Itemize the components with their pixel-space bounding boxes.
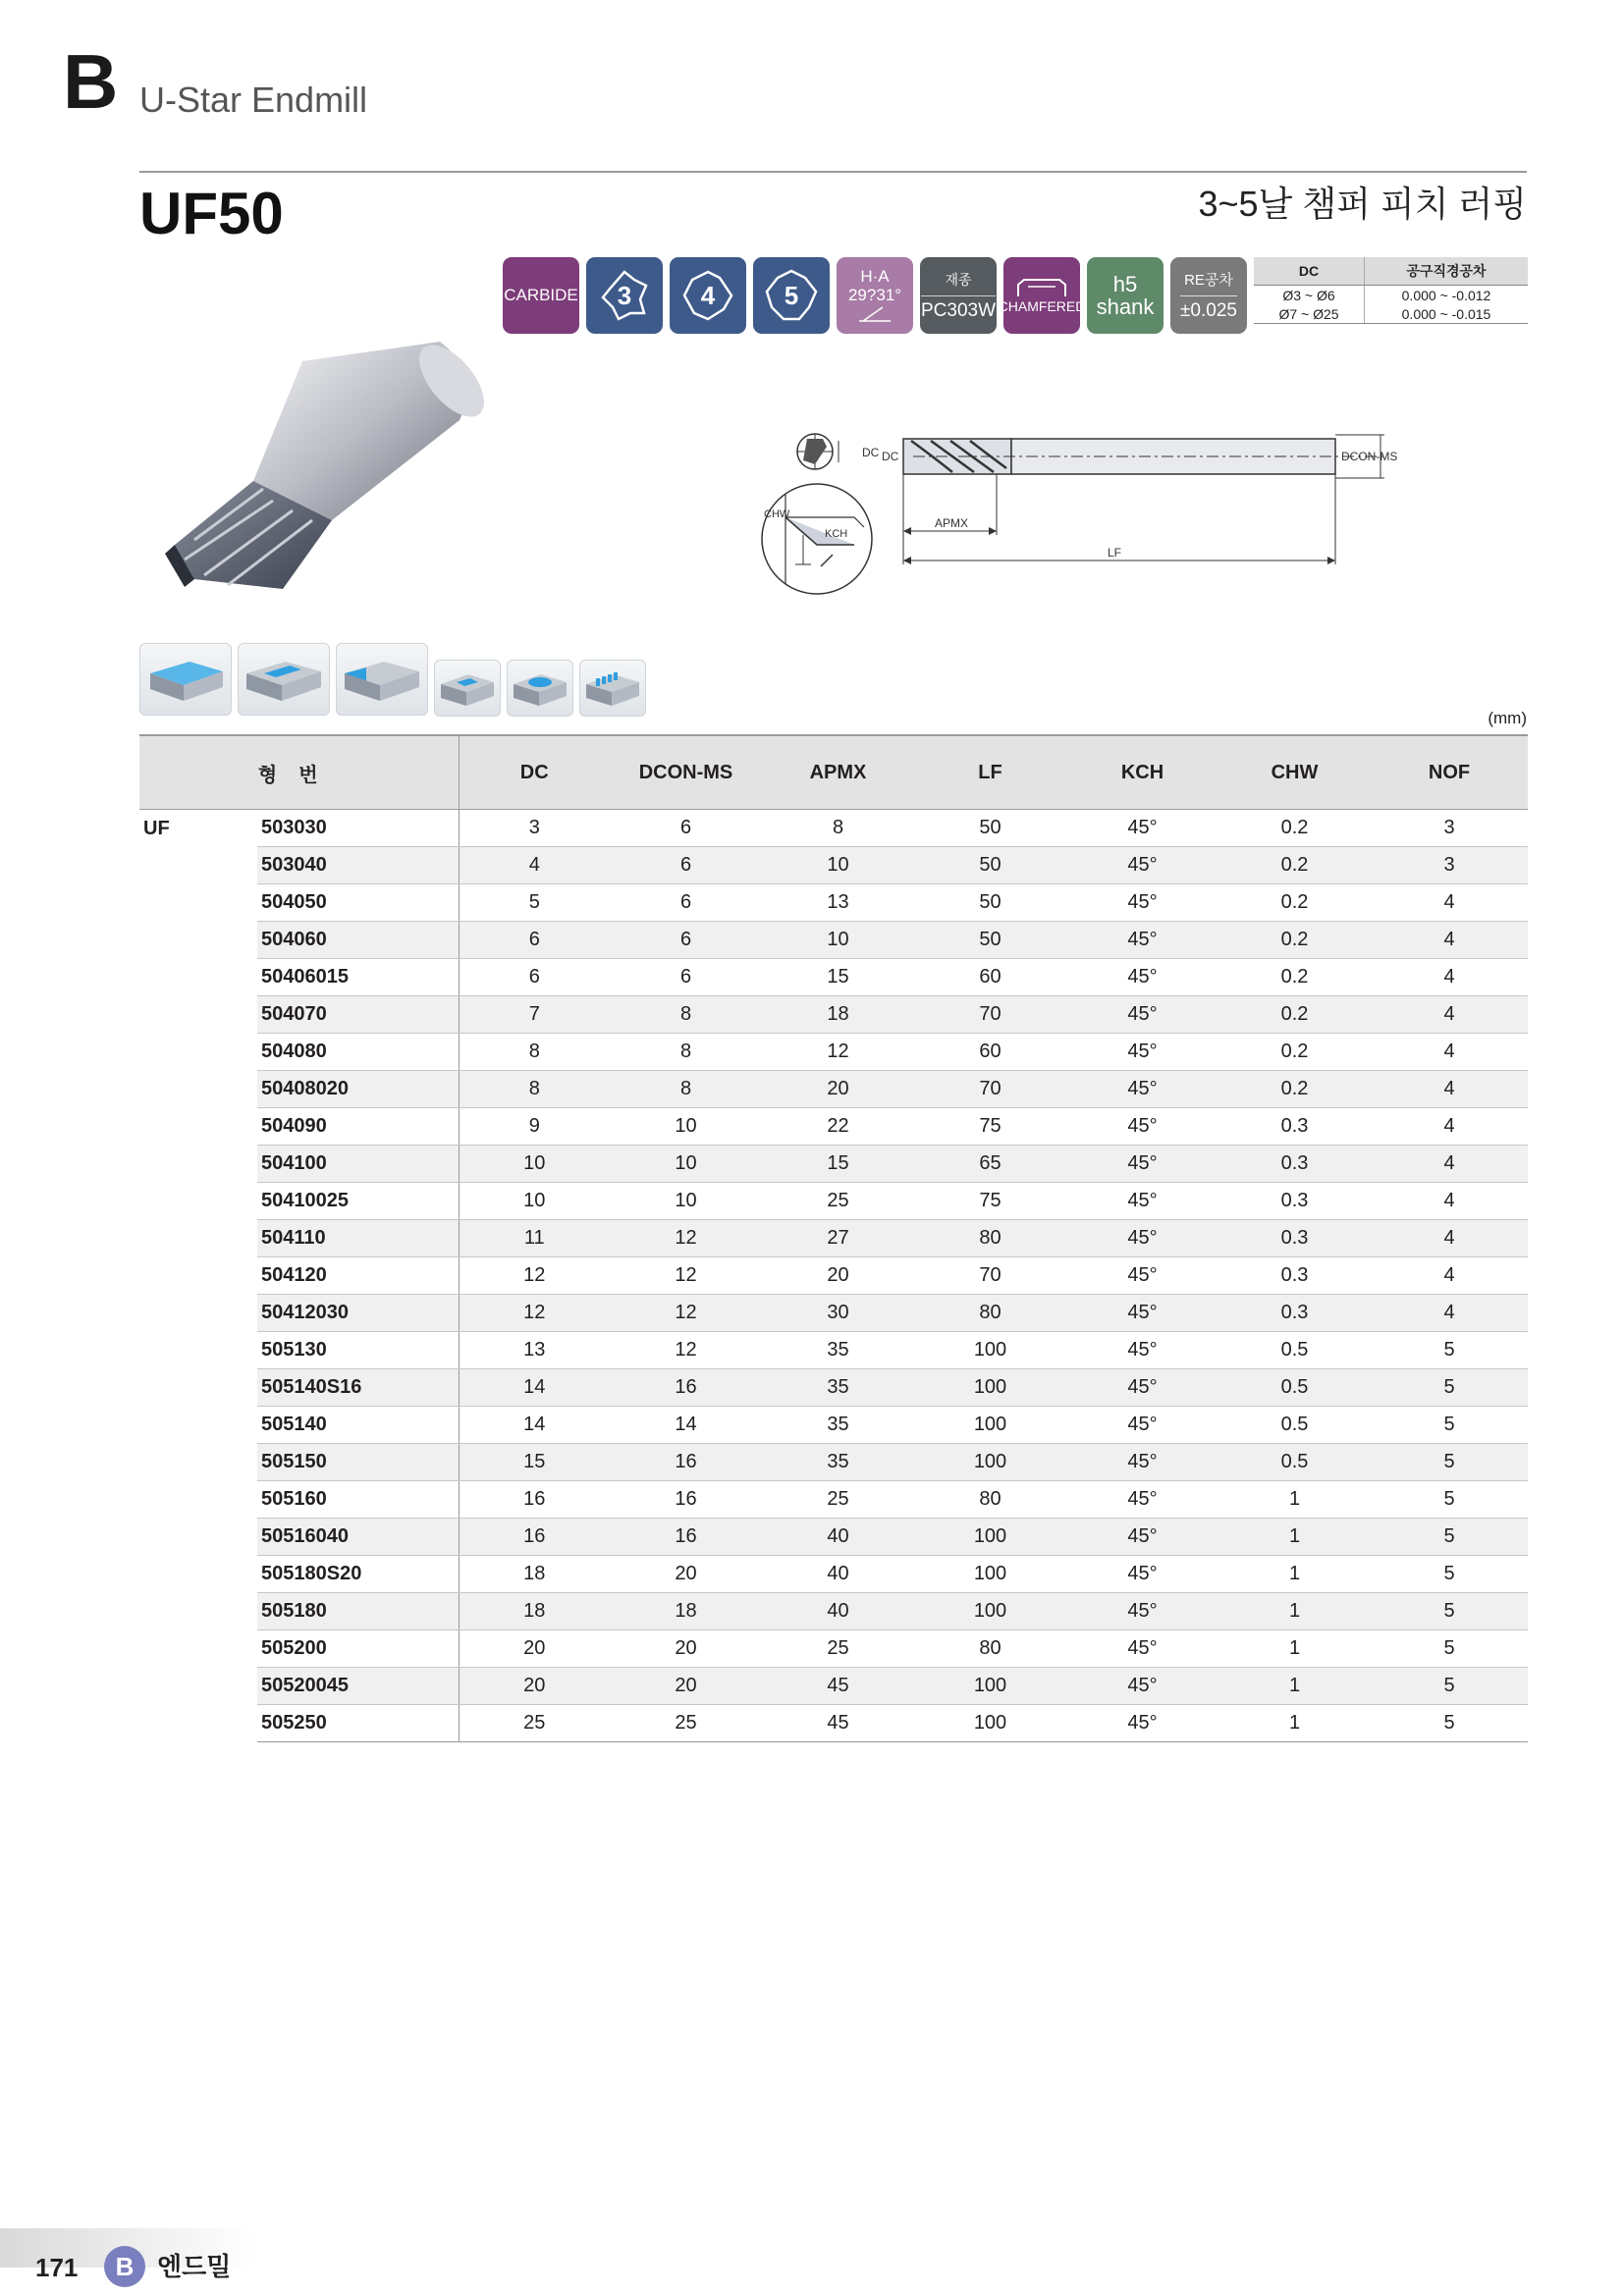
item-code: 504070: [257, 996, 459, 1034]
col-header-dc: DC: [459, 735, 610, 810]
table-cell: 45°: [1066, 1108, 1218, 1146]
item-code: 503030: [257, 810, 459, 847]
application-roughing-icon: [579, 660, 646, 717]
table-cell: 1: [1218, 1668, 1371, 1705]
table-cell: 45°: [1066, 1071, 1218, 1108]
table-row: [139, 1220, 1528, 1257]
table-cell: 20: [459, 1668, 610, 1705]
table-cell: 45°: [1066, 1183, 1218, 1220]
chamfer-icon: [1014, 277, 1069, 298]
table-cell: 15: [459, 1444, 610, 1481]
table-cell: 45°: [1066, 1407, 1218, 1444]
table-cell: 0.5: [1218, 1332, 1371, 1369]
table-cell: 6: [610, 847, 762, 884]
carbide-label: CARBIDE: [504, 286, 578, 304]
application-pocket-icon: [434, 660, 501, 717]
col-header-chw: CHW: [1218, 735, 1371, 810]
table-cell: 5: [1371, 1332, 1528, 1369]
table-cell: 45°: [1066, 1332, 1218, 1369]
table-cell: 12: [610, 1332, 762, 1369]
table-cell: 45°: [1066, 996, 1218, 1034]
item-code: 504120: [257, 1257, 459, 1295]
table-cell: 5: [1371, 1481, 1528, 1519]
table-cell: 100: [914, 1519, 1066, 1556]
table-cell: 14: [459, 1369, 610, 1407]
table-cell: 45°: [1066, 1369, 1218, 1407]
flute-count: 4: [700, 280, 716, 310]
table-cell: 45°: [1066, 1481, 1218, 1519]
table-cell: 70: [914, 996, 1066, 1034]
diameter-tolerance-table: [1254, 257, 1528, 324]
tol-header-dc: DC: [1254, 257, 1364, 286]
table-cell: 4: [1371, 996, 1528, 1034]
table-cell: 6: [459, 922, 610, 959]
table-row: [139, 1556, 1528, 1593]
table-cell: 45°: [1066, 1444, 1218, 1481]
col-header-kch: KCH: [1066, 735, 1218, 810]
table-row: [139, 1369, 1528, 1407]
col-header-dcon: DCON-MS: [610, 735, 762, 810]
item-code: 505130: [257, 1332, 459, 1369]
shank-line2: shank: [1096, 294, 1155, 319]
table-cell: 50: [914, 847, 1066, 884]
application-slotting-icon: [238, 643, 330, 716]
table-cell: 45°: [1066, 1146, 1218, 1183]
table-cell: 6: [610, 922, 762, 959]
spec-table: [139, 734, 1528, 1742]
table-cell: 80: [914, 1630, 1066, 1668]
table-cell: 50: [914, 884, 1066, 922]
table-cell: 4: [1371, 1220, 1528, 1257]
table-cell: 0.5: [1218, 1407, 1371, 1444]
table-row: [139, 1444, 1528, 1481]
table-cell: 45°: [1066, 922, 1218, 959]
table-cell: 10: [459, 1146, 610, 1183]
footer-section-badge: B: [104, 2246, 145, 2287]
table-cell: 80: [914, 1295, 1066, 1332]
table-cell: 0.2: [1218, 1071, 1371, 1108]
table-cell: 0.2: [1218, 1034, 1371, 1071]
table-row: [139, 1481, 1528, 1519]
table-row: [139, 810, 1528, 847]
table-cell: 15: [762, 1146, 914, 1183]
col-header-nof: NOF: [1371, 735, 1528, 810]
table-cell: 0.2: [1218, 996, 1371, 1034]
table-cell: 4: [1371, 1071, 1528, 1108]
table-cell: 45°: [1066, 1034, 1218, 1071]
item-code: 504110: [257, 1220, 459, 1257]
table-cell: 18: [610, 1593, 762, 1630]
table-cell: 4: [1371, 1108, 1528, 1146]
table-cell: 20: [762, 1257, 914, 1295]
kch-label: KCH: [825, 528, 848, 540]
table-cell: 10: [610, 1108, 762, 1146]
page-number: 171: [35, 2253, 79, 2282]
table-cell: 5: [1371, 1705, 1528, 1742]
chamfered-label: CHAMFERED: [998, 298, 1086, 314]
table-cell: 16: [610, 1369, 762, 1407]
table-cell: 20: [610, 1668, 762, 1705]
table-cell: 0.3: [1218, 1108, 1371, 1146]
col-header-apmx: APMX: [762, 735, 914, 810]
table-cell: 1: [1218, 1593, 1371, 1630]
table-cell: 4: [1371, 1257, 1528, 1295]
table-row: [139, 1183, 1528, 1220]
item-code: 505140: [257, 1407, 459, 1444]
table-cell: 25: [762, 1183, 914, 1220]
tol-cell: Ø3 ~ Ø6: [1282, 287, 1335, 303]
table-cell: 60: [914, 1034, 1066, 1071]
table-cell: 12: [610, 1220, 762, 1257]
table-cell: 35: [762, 1369, 914, 1407]
table-cell: 8: [459, 1034, 610, 1071]
table-cell: 1: [1218, 1705, 1371, 1742]
dc-label-small: DC: [862, 446, 880, 459]
table-cell: 10: [610, 1183, 762, 1220]
table-cell: 20: [610, 1630, 762, 1668]
item-code: 505160: [257, 1481, 459, 1519]
table-cell: 4: [1371, 922, 1528, 959]
table-cell: 0.3: [1218, 1146, 1371, 1183]
table-cell: 5: [1371, 1519, 1528, 1556]
table-cell: 12: [459, 1295, 610, 1332]
table-cell: 45°: [1066, 1630, 1218, 1668]
item-code: 505200: [257, 1630, 459, 1668]
table-cell: 16: [459, 1519, 610, 1556]
table-cell: 40: [762, 1593, 914, 1630]
table-cell: 16: [610, 1444, 762, 1481]
item-code: 504100: [257, 1146, 459, 1183]
footer-section-label: 엔드밀: [157, 2252, 232, 2281]
table-cell: 14: [610, 1407, 762, 1444]
table-cell: 5: [1371, 1556, 1528, 1593]
table-cell: 70: [914, 1071, 1066, 1108]
table-cell: 12: [610, 1257, 762, 1295]
table-row: [139, 1071, 1528, 1108]
item-code: 50408020: [257, 1071, 459, 1108]
flute-count: 5: [784, 280, 799, 310]
table-cell: 0.2: [1218, 922, 1371, 959]
table-cell: 10: [762, 847, 914, 884]
lf-label: LF: [1108, 546, 1122, 560]
table-row: [139, 1593, 1528, 1630]
dc-label: DC: [882, 450, 899, 463]
table-cell: 10: [459, 1183, 610, 1220]
table-cell: 0.3: [1218, 1183, 1371, 1220]
coating-badge: [920, 257, 997, 334]
table-cell: 50: [914, 810, 1066, 847]
item-code: 504080: [257, 1034, 459, 1071]
table-row: [139, 1407, 1528, 1444]
table-cell: 10: [610, 1146, 762, 1183]
table-cell: 12: [610, 1295, 762, 1332]
table-cell: 0.3: [1218, 1257, 1371, 1295]
helix-angle-badge: [837, 257, 913, 334]
table-cell: 25: [610, 1705, 762, 1742]
helix-angle-icon: [855, 305, 894, 323]
coating-value: PC303W: [921, 295, 996, 322]
table-cell: 20: [610, 1556, 762, 1593]
table-cell: 8: [610, 1034, 762, 1071]
table-cell: 6: [610, 884, 762, 922]
table-cell: 3: [1371, 847, 1528, 884]
table-row: [139, 1630, 1528, 1668]
application-ramping-icon: [507, 660, 573, 717]
item-code: 50412030: [257, 1295, 459, 1332]
flute-3-badge: [586, 257, 663, 334]
table-cell: 100: [914, 1407, 1066, 1444]
table-cell: 0.2: [1218, 959, 1371, 996]
table-cell: 18: [459, 1556, 610, 1593]
table-cell: 15: [762, 959, 914, 996]
item-code: 50516040: [257, 1519, 459, 1556]
table-cell: 45°: [1066, 1220, 1218, 1257]
table-cell: 100: [914, 1556, 1066, 1593]
table-row: [139, 1519, 1528, 1556]
table-cell: 75: [914, 1183, 1066, 1220]
table-cell: 27: [762, 1220, 914, 1257]
unit-label: (mm): [1488, 709, 1527, 727]
table-cell: 18: [762, 996, 914, 1034]
table-cell: 45: [762, 1668, 914, 1705]
flute-4-badge: [670, 257, 746, 334]
table-cell: 0.2: [1218, 884, 1371, 922]
table-cell: 80: [914, 1481, 1066, 1519]
table-cell: 45°: [1066, 1705, 1218, 1742]
chamfered-badge: [998, 257, 1086, 334]
table-cell: 25: [762, 1630, 914, 1668]
shank-badge: [1087, 257, 1164, 334]
tol-cell: 0.000 ~ -0.015: [1364, 304, 1528, 324]
table-cell: 16: [610, 1519, 762, 1556]
table-cell: 6: [459, 959, 610, 996]
table-cell: 35: [762, 1407, 914, 1444]
table-cell: 65: [914, 1146, 1066, 1183]
table-cell: 8: [610, 1071, 762, 1108]
table-row: [139, 1108, 1528, 1146]
table-row: [139, 884, 1528, 922]
table-cell: 4: [1371, 1183, 1528, 1220]
table-cell: 5: [1371, 1444, 1528, 1481]
table-cell: 45°: [1066, 1519, 1218, 1556]
table-cell: 30: [762, 1295, 914, 1332]
table-cell: 25: [459, 1705, 610, 1742]
table-cell: 1: [1218, 1519, 1371, 1556]
table-row: [139, 1257, 1528, 1295]
item-code: 503040: [257, 847, 459, 884]
shank-line1: h5: [1112, 271, 1138, 296]
section-title: U-Star Endmill: [139, 80, 368, 120]
carbide-badge: [503, 257, 579, 334]
table-cell: 22: [762, 1108, 914, 1146]
model-subtitle: 3~5날 챔퍼 피치 러핑: [1198, 184, 1527, 224]
table-cell: 45°: [1066, 810, 1218, 847]
table-cell: 35: [762, 1332, 914, 1369]
table-row: [139, 1668, 1528, 1705]
table-cell: 13: [459, 1332, 610, 1369]
endmill-product-image: [126, 334, 499, 628]
table-row: [139, 1705, 1528, 1742]
chw-label: CHW: [764, 508, 790, 520]
table-cell: 45°: [1066, 1593, 1218, 1630]
table-cell: 60: [914, 959, 1066, 996]
table-cell: 11: [459, 1220, 610, 1257]
flute-count: 3: [617, 280, 632, 310]
table-cell: 8: [610, 996, 762, 1034]
series-label: UF: [139, 810, 257, 1742]
table-cell: 9: [459, 1108, 610, 1146]
table-cell: 7: [459, 996, 610, 1034]
helix-label: H·A: [860, 267, 890, 287]
table-cell: 5: [1371, 1407, 1528, 1444]
table-row: [139, 922, 1528, 959]
table-cell: 16: [610, 1481, 762, 1519]
table-cell: 35: [762, 1444, 914, 1481]
item-code: 505180: [257, 1593, 459, 1630]
dcon-label: DCON-MS: [1341, 450, 1398, 463]
table-cell: 45°: [1066, 1556, 1218, 1593]
table-cell: 8: [459, 1071, 610, 1108]
table-cell: 4: [1371, 1146, 1528, 1183]
table-cell: 100: [914, 1705, 1066, 1742]
table-cell: 6: [610, 959, 762, 996]
table-cell: 4: [1371, 959, 1528, 996]
item-code: 505140S16: [257, 1369, 459, 1407]
item-code: 50410025: [257, 1183, 459, 1220]
table-cell: 0.5: [1218, 1369, 1371, 1407]
table-cell: 14: [459, 1407, 610, 1444]
table-cell: 13: [762, 884, 914, 922]
table-cell: 40: [762, 1519, 914, 1556]
re-tolerance-badge: [1170, 257, 1247, 334]
table-cell: 12: [459, 1257, 610, 1295]
re-value: ±0.025: [1180, 295, 1237, 322]
dimension-drawing: [756, 417, 1424, 604]
header-divider: [139, 171, 1527, 173]
flute-5-badge: [753, 257, 830, 334]
table-cell: 1: [1218, 1556, 1371, 1593]
table-cell: 4: [1371, 1295, 1528, 1332]
item-code: 505150: [257, 1444, 459, 1481]
item-code: 504090: [257, 1108, 459, 1146]
table-row: [139, 996, 1528, 1034]
table-cell: 0.3: [1218, 1295, 1371, 1332]
table-cell: 45°: [1066, 847, 1218, 884]
table-cell: 5: [1371, 1668, 1528, 1705]
table-cell: 80: [914, 1220, 1066, 1257]
tol-cell: Ø7 ~ Ø25: [1254, 304, 1364, 324]
coating-label: 재종: [945, 271, 972, 288]
item-code: 50406015: [257, 959, 459, 996]
item-code: 504060: [257, 922, 459, 959]
model-title: UF50: [139, 181, 284, 246]
table-cell: 4: [459, 847, 610, 884]
table-cell: 45°: [1066, 1295, 1218, 1332]
table-cell: 45°: [1066, 1668, 1218, 1705]
table-cell: 100: [914, 1444, 1066, 1481]
table-cell: 70: [914, 1257, 1066, 1295]
table-cell: 20: [762, 1071, 914, 1108]
table-cell: 1: [1218, 1481, 1371, 1519]
table-row: [139, 1146, 1528, 1183]
application-face-milling-icon: [139, 643, 232, 716]
item-code: 50520045: [257, 1668, 459, 1705]
table-cell: 45°: [1066, 959, 1218, 996]
table-cell: 0.2: [1218, 847, 1371, 884]
table-cell: 5: [1371, 1369, 1528, 1407]
table-cell: 6: [610, 810, 762, 847]
table-cell: 12: [762, 1034, 914, 1071]
table-cell: 100: [914, 1668, 1066, 1705]
table-cell: 10: [762, 922, 914, 959]
re-label: RE공차: [1184, 272, 1233, 289]
table-cell: 100: [914, 1332, 1066, 1369]
table-row: [139, 1295, 1528, 1332]
table-cell: 18: [459, 1593, 610, 1630]
table-cell: 0.2: [1218, 810, 1371, 847]
table-row: [139, 1034, 1528, 1071]
table-cell: 5: [1371, 1630, 1528, 1668]
table-row: [139, 1332, 1528, 1369]
item-code: 505250: [257, 1705, 459, 1742]
table-cell: 45: [762, 1705, 914, 1742]
table-cell: 100: [914, 1369, 1066, 1407]
table-cell: 20: [459, 1630, 610, 1668]
table-cell: 3: [1371, 810, 1528, 847]
table-row: [139, 847, 1528, 884]
table-cell: 40: [762, 1556, 914, 1593]
table-cell: 0.3: [1218, 1220, 1371, 1257]
table-cell: 45°: [1066, 1257, 1218, 1295]
col-header-type: 형번: [139, 735, 459, 810]
item-code: 504050: [257, 884, 459, 922]
application-shoulder-icon: [336, 643, 428, 716]
table-cell: 45°: [1066, 884, 1218, 922]
table-cell: 5: [459, 884, 610, 922]
table-cell: 4: [1371, 1034, 1528, 1071]
table-cell: 3: [459, 810, 610, 847]
tol-cell: 0.000 ~ -0.012: [1364, 286, 1528, 305]
table-row: [139, 959, 1528, 996]
helix-value: 29?31°: [847, 286, 902, 304]
table-cell: 75: [914, 1108, 1066, 1146]
table-cell: 100: [914, 1593, 1066, 1630]
item-code: 505180S20: [257, 1556, 459, 1593]
section-letter: B: [63, 38, 119, 125]
table-cell: 16: [459, 1481, 610, 1519]
table-cell: 25: [762, 1481, 914, 1519]
apmx-label: APMX: [935, 516, 969, 530]
table-cell: 8: [762, 810, 914, 847]
table-cell: 0.5: [1218, 1444, 1371, 1481]
table-cell: 1: [1218, 1630, 1371, 1668]
table-cell: 5: [1371, 1593, 1528, 1630]
tol-header-tolerance: 공구직경공차: [1364, 257, 1528, 286]
col-header-lf: LF: [914, 735, 1066, 810]
table-cell: 4: [1371, 884, 1528, 922]
table-cell: 50: [914, 922, 1066, 959]
